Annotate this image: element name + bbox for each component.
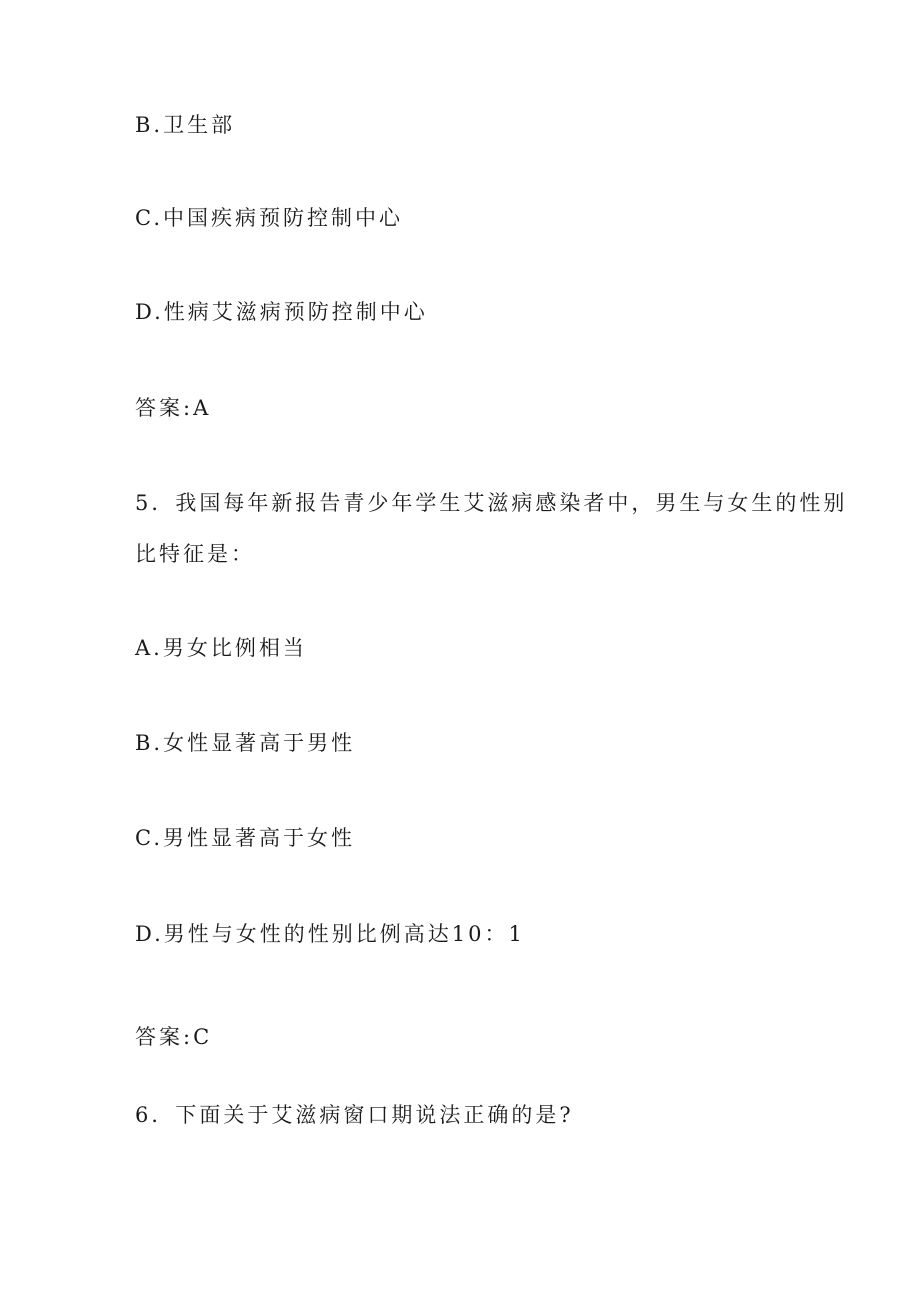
q4-option-b: B.卫生部 [135, 113, 236, 137]
q4-option-d: D.性病艾滋病预防控制中心 [135, 300, 428, 324]
q4-answer: 答案:A [135, 396, 212, 420]
q6-question-line1: 6．下面关于艾滋病窗口期说法正确的是? [135, 1103, 574, 1127]
q5-question-line1: 5．我国每年新报告青少年学生艾滋病感染者中，男生与女生的性别 [135, 491, 848, 515]
q5-option-c: C.男性显著高于女性 [135, 826, 355, 850]
q4-option-c: C.中国疾病预防控制中心 [135, 206, 403, 230]
q5-option-d: D.男性与女性的性别比例高达10：1 [135, 922, 525, 946]
q5-option-a: A.男女比例相当 [135, 636, 307, 660]
q5-question-line2: 比特征是： [135, 542, 255, 566]
q5-option-b: B.女性显著高于男性 [135, 731, 356, 755]
q5-answer: 答案:C [135, 1025, 213, 1049]
